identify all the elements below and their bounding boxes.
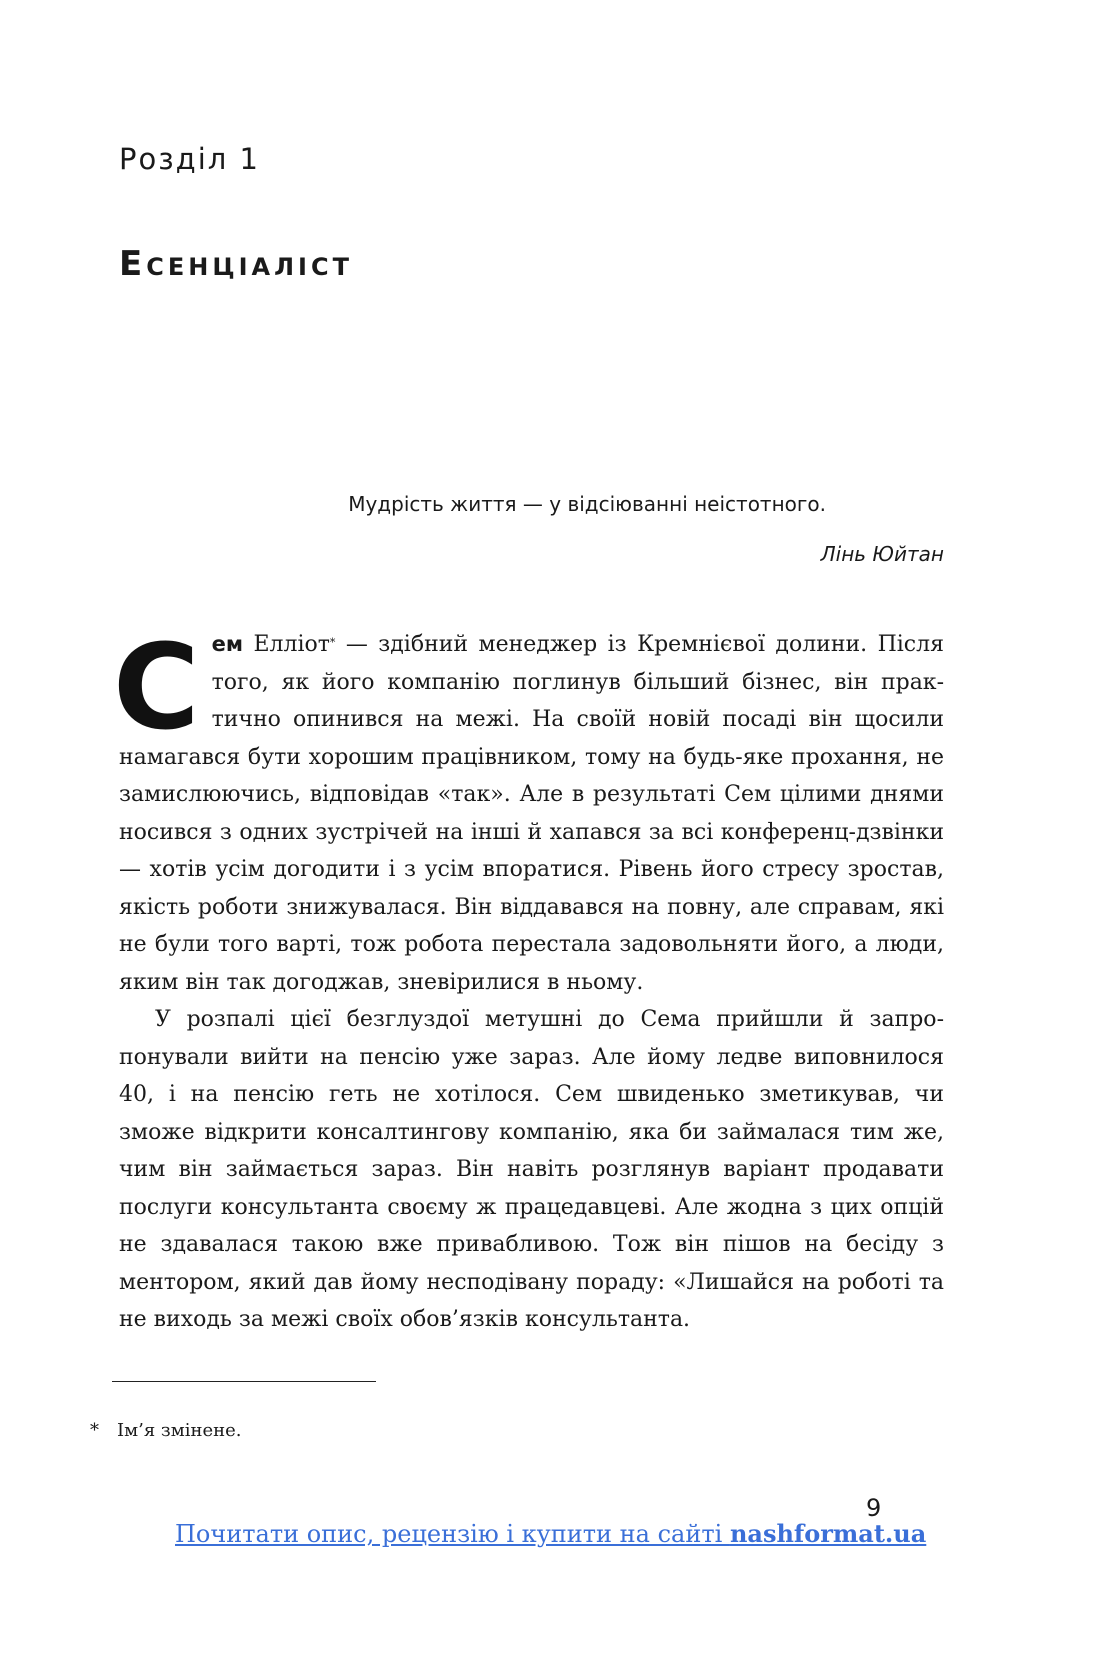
- footnote-star: *: [90, 1420, 99, 1441]
- footnote-text: Ім’я змінене.: [117, 1420, 242, 1441]
- footnote: [90, 1420, 242, 1441]
- epigraph-author: Лінь Юйтан: [820, 542, 944, 566]
- paragraph-1: [113, 618, 944, 1001]
- chapter-title: Есенціаліст: [119, 244, 353, 284]
- footnote-divider: [112, 1381, 376, 1382]
- body-text: [113, 618, 944, 1339]
- footnote-marker: *: [329, 636, 336, 649]
- drop-cap: С: [113, 618, 200, 756]
- promo-text: Почитати опис, рецензію і купити на сайті: [175, 1520, 730, 1548]
- page-number: 9: [866, 1494, 882, 1522]
- chapter-label: Розділ 1: [119, 142, 260, 176]
- hero-name: Елліот: [243, 632, 330, 657]
- paragraph-1-text: — здібний менеджер із Кремнієвої долини. Після того, як його компанію поглинув більший бізнес, він практично опинився на межі. На своїй новій посаді він щосили намагався бути хорошим працівником, тому на будь-яке прохання, не замислюючись, відповідав «так». Але в результаті Сем цілими днями носився з одних зустрічей на інші й хапався за всі конференц-дзвінки — хотів усім догодити і з усім впоратися. Рівень його стресу зростав, якість роботи знижувалася. Він віддавався на повну, але справам, які не були того варті, тож робота перестала задовольняти його, а люди, яким він так догоджав, зневірилися в ньому.: [119, 632, 944, 995]
- epigraph-quote: Мудрість життя — у відсіюванні неістотного.: [348, 492, 826, 516]
- promo-site: nashformat.ua: [729, 1519, 927, 1548]
- lead-word: ем: [211, 632, 244, 656]
- promo-link[interactable]: [175, 1519, 927, 1548]
- paragraph-2: У розпалі цієї безглуздої метушні до Сема прийшли й запропонували вийти на пенсію уже зараз. Але йому ледве виповнилося 40, і на пенсію геть не хотілося. Сем швиденько зметикував, чи зможе відкрити консалтингову компанію, яка би займалася тим же, чим він займається зараз. Він навіть розглянув варіант продавати послуги консультанта своєму ж працедавцеві. Але жодна з цих опцій не здавалася такою вже привабливою. Тож він пішов на бесіду з ментором, який дав йому несподівану пораду: «Лишайся на роботі та не виходь за межі своїх обов’язків консультанта.: [119, 1007, 944, 1332]
